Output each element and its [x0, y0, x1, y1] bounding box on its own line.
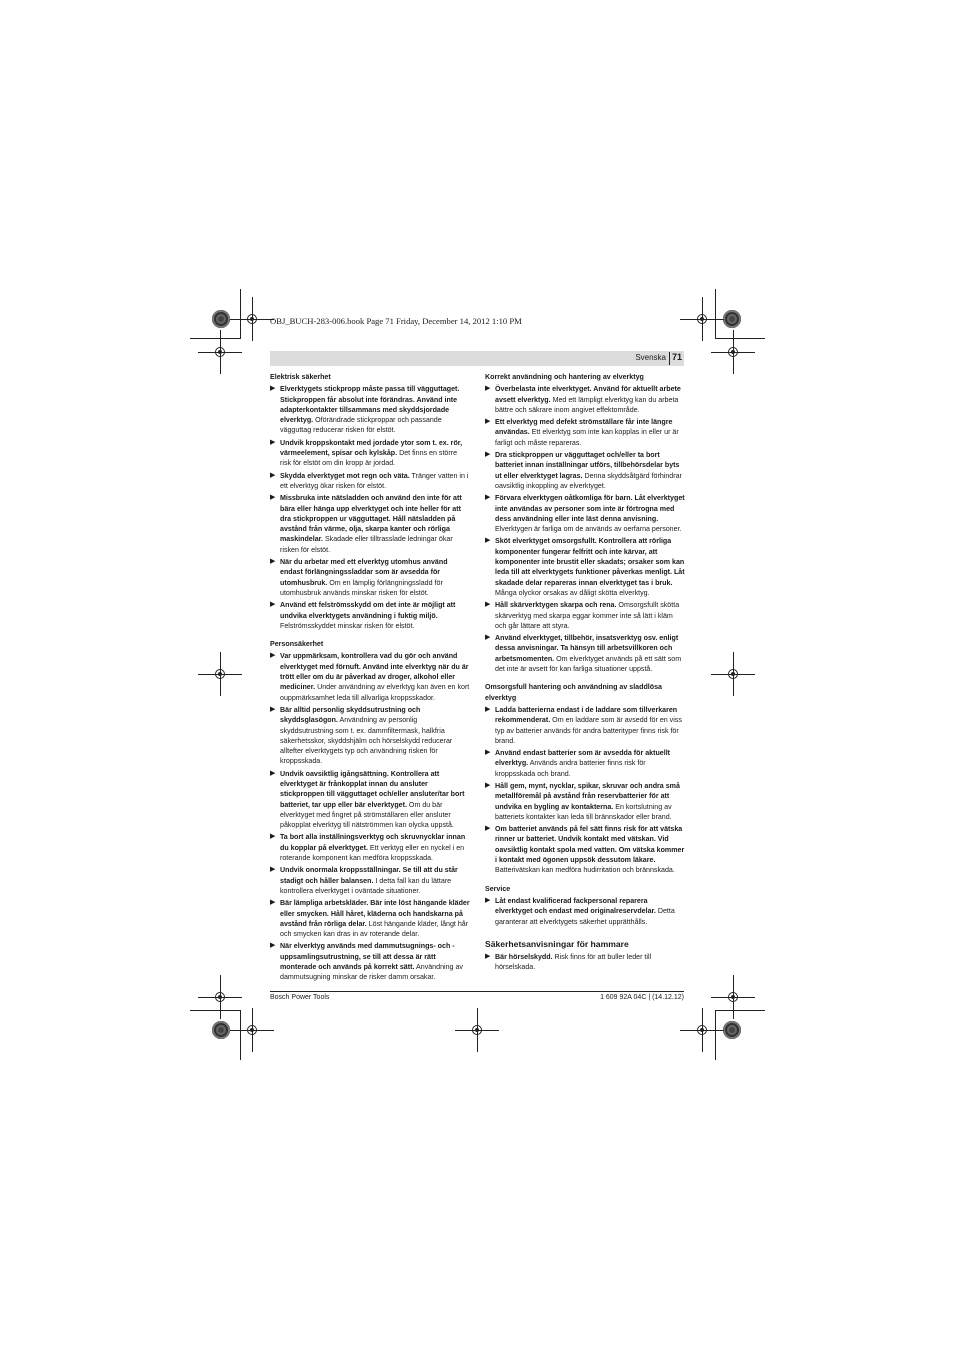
item-text: Ett verktyg eller en nyckel i en roterande komponent kan medföra kroppsskada.	[280, 843, 465, 863]
registration-mark-bottom-left	[212, 1021, 230, 1039]
list-item	[270, 941, 470, 982]
list-item	[485, 450, 685, 491]
item-text: Användning av personlig skyddsutrustning som t. ex. dammfiltermask, halkfria säkerhetsskor, skyddshjälm och hörselskydd reducerar alltefter elverktygets typ och användning risken för kroppsskada.	[280, 716, 453, 766]
bullet-arrow-icon: ▶	[270, 601, 276, 609]
item-emphasis: Undvik kroppskontakt med jordade ytor som t. ex. rör, värmeelement, spisar och kylskåp.	[280, 438, 463, 458]
bullet-arrow-icon: ▶	[270, 558, 276, 566]
bullet-arrow-icon: ▶	[270, 652, 276, 660]
item-emphasis: Bär alltid personlig skyddsutrustning och skyddsglasögon.	[280, 705, 421, 725]
item-emphasis: Håll skärverktygen skarpa och rena.	[495, 601, 617, 610]
item-text: Tränger vatten in i ett elverktyg ökar risken för elstöt.	[280, 471, 469, 490]
item-emphasis: När elverktyg används med dammutsugnings- och -uppsamlingsutrustning, se till att dessa är rätt monterade och används på korrekt sätt.	[280, 942, 455, 972]
item-emphasis: Ett elverktyg med defekt strömställare får inte längre användas.	[495, 418, 673, 437]
bullet-arrow-icon: ▶	[485, 749, 491, 757]
section-heading: Omsorgsfull hantering och användning av sladdlösa elverktyg	[485, 683, 662, 702]
item-text: Används andra batterier finns risk för kroppsskada och brand.	[495, 759, 646, 778]
list-item	[270, 557, 470, 598]
section-heading: Service	[485, 884, 511, 893]
list-item	[485, 633, 685, 674]
right-column	[485, 372, 685, 975]
section-heading: Säkerhetsanvisningar för hammare	[485, 938, 629, 949]
item-text: Under användning av elverktyg kan även en kort ouppmärksamhet leda till allvarliga kroppsskador.	[280, 683, 470, 702]
item-text: Ett elverktyg som inte kan kopplas in eller ur är farligt och måste repareras.	[495, 428, 679, 447]
bullet-arrow-icon: ▶	[485, 705, 491, 713]
registration-mark-bottom-right	[723, 1021, 741, 1039]
registration-mark-top-left	[212, 310, 230, 328]
item-emphasis: Låt endast kvalificerad fackpersonal reparera elverktyget och endast med originalreservdelar.	[495, 896, 656, 916]
item-emphasis: Undvik oavsiktlig igångsättning. Kontrollera att elverktyget är frånkopplat innan du ansluter stickproppen till vägguttaget och/eller ansluter/tar bort batteriet, tar upp eller bär elverktyget.	[280, 769, 465, 809]
list-item	[270, 865, 470, 896]
item-text: Detta garanterar att elverktygets säkerhet upprätthålls.	[495, 907, 675, 926]
bullet-arrow-icon: ▶	[270, 471, 276, 479]
item-emphasis: Överbelasta inte elverktyget. Använd för aktuellt arbete avsett elverktyg.	[495, 385, 681, 404]
section-heading: Elektrisk säkerhet	[270, 373, 331, 381]
section-heading: Korrekt användning och hantering av elverktyg	[485, 373, 644, 381]
list-item	[485, 493, 685, 534]
item-text: Om en lämplig förlängningssladd för utomhusbruk används minskar risken för elstöt.	[280, 578, 443, 597]
footer-rule	[270, 991, 684, 992]
item-emphasis: Dra stickproppen ur vägguttaget och/eller ta bort batteriet innan inställningar utförs, tillbehörsdelar byts ut eller elverktyget lagras.	[495, 451, 680, 480]
list-item	[270, 769, 470, 831]
bullet-arrow-icon: ▶	[485, 451, 491, 459]
bullet-arrow-icon: ▶	[485, 953, 491, 961]
item-emphasis: Bär lämpliga arbetskläder. Bär inte löst hängande kläder eller smycken. Håll håret, kläderna och handskarna på avstånd från rörliga delar.	[280, 899, 470, 928]
item-emphasis: Ta bort alla inställningsverktyg och skruvnycklar innan du kopplar på elverktyget.	[280, 833, 466, 852]
bullet-arrow-icon: ▶	[485, 634, 491, 642]
trim-line	[240, 1010, 241, 1060]
item-emphasis: När du arbetar med ett elverktyg utomhus använd endast förlängningssladdar som är avsedda för utomhusbruk.	[280, 558, 448, 587]
trim-line	[190, 338, 240, 339]
bullet-arrow-icon: ▶	[270, 705, 276, 713]
footer-doc-code: 1 609 92A 04C | (14.12.12)	[600, 994, 684, 1001]
item-text: I detta fall kan du lättare kontrollera elverktyget i oväntade situationer.	[280, 876, 452, 895]
item-emphasis: Sköt elverktyget omsorgsfullt. Kontrollera att rörliga komponenter fungerar felfritt och inte kärvar, att komponenter inte brustit eller skadats; orsaker som kan leda till att elverktygets funktioner påverkas menligt. Låt skadade delar repareras innan elverktyget tas i bruk.	[495, 537, 685, 587]
item-emphasis: Undvik onormala kroppsställningar. Se till att du står stadigt och håller balansen.	[280, 866, 458, 885]
bullet-arrow-icon: ▶	[270, 494, 276, 502]
list-item	[270, 438, 470, 469]
item-text: Löst hängande kläder, långt hår och smycken kan dras in av roterande delar.	[280, 919, 469, 939]
footer-brand: Bosch Power Tools	[270, 994, 330, 1001]
list-item	[270, 384, 470, 435]
item-text: Om du bär elverktyget med fingret på strömställaren eller ansluter påkopplat elverktyg till nätströmmen kan olycka uppstå.	[280, 800, 454, 830]
list-item	[270, 832, 470, 863]
item-text: Användning av dammutsugning minskar de risker damm orsakar.	[280, 963, 463, 982]
trim-line	[715, 1010, 716, 1060]
list-item	[485, 536, 685, 598]
item-text: Felströmsskyddet minskar risken för elstöt.	[280, 621, 415, 630]
item-text: Risk finns för att buller leder till hörselskada.	[495, 953, 652, 972]
bullet-arrow-icon: ▶	[270, 438, 276, 446]
print-slug: OBJ_BUCH-283-006.book Page 71 Friday, December 14, 2012 1:10 PM	[270, 316, 522, 326]
item-emphasis: Ladda batterierna endast i de laddare som tillverkaren rekommenderat.	[495, 705, 678, 725]
item-text: Skadade eller tilltrasslade ledningar ökar risken för elstöt.	[280, 535, 453, 554]
bullet-arrow-icon: ▶	[485, 418, 491, 426]
trim-line	[240, 289, 241, 339]
item-emphasis: Håll gem, mynt, nycklar, spikar, skruvar och andra små metallföremål på avstånd från reservbatterier för att undvika en bygling av kontakterna.	[495, 781, 680, 811]
item-text: En kortslutning av batteriets kontakter kan leda till brännskador eller brand.	[495, 802, 672, 821]
section-heading: Personsäkerhet	[270, 640, 324, 649]
bullet-arrow-icon: ▶	[270, 385, 276, 393]
bullet-arrow-icon: ▶	[270, 833, 276, 841]
trim-line	[715, 338, 765, 339]
item-emphasis: Om batteriet används på fel sätt finns risk för att vätska rinner ur batteriet. Undvik kontakt med vätskan. Vid oavsiktlig kontakt spola med vatten. Om vätska kommer i kontakt med ögonen uppsök dessutom läkare.	[495, 825, 685, 865]
bullet-arrow-icon: ▶	[485, 896, 491, 904]
bullet-arrow-icon: ▶	[485, 385, 491, 393]
bullet-arrow-icon: ▶	[485, 601, 491, 609]
page-number: 71	[671, 352, 682, 362]
item-text: Många olyckor orsakas av dåligt skötta elverktyg.	[495, 588, 650, 597]
trim-line	[715, 289, 716, 339]
item-text: Denna skyddsåtgärd förhindrar oavsiktlig inkoppling av elverktyget.	[495, 471, 682, 490]
item-text: Om en laddare som är avsedd för en viss typ av batterier används för andra batterityper finns risk för brand.	[495, 716, 682, 745]
section-gap	[485, 929, 685, 935]
list-item	[485, 748, 685, 779]
item-emphasis: Missbruka inte nätsladden och använd den inte för att bära eller hänga upp elverktyget och inte heller för att dra stickproppen ur vägguttaget. Håll nätsladden på avstånd från värme, olja, skarpa kanter och rörliga maskindelar.	[280, 494, 462, 544]
registration-mark-top-right	[723, 310, 741, 328]
list-item	[270, 471, 470, 492]
item-text: Oförändrade stickproppar och passande vägguttag reducerar risken för elstöt.	[280, 416, 442, 435]
item-text: Om elverktyget används på ett sätt som det inte är avsett för kan farliga situationer uppstå.	[495, 654, 682, 674]
item-emphasis: Bär hörselskydd.	[495, 953, 553, 962]
item-text: Omsorgsfullt skötta skärverktyg med skarpa eggar kommer inte så lätt i kläm och går lättare att styra.	[495, 601, 680, 630]
item-text: Batterivätskan kan medföra hudirritation och brännskada.	[495, 866, 675, 875]
list-item	[485, 384, 685, 415]
item-emphasis: Använd elverktyget, tillbehör, insatsverktyg osv. enligt dessa anvisningar. Ta hänsyn till arbetsvillkoren och arbetsmomenten.	[495, 634, 679, 663]
list-item	[485, 824, 685, 875]
bullet-arrow-icon: ▶	[270, 866, 276, 874]
list-item	[485, 417, 685, 448]
item-text: Det finns en större risk för elstöt om din kropp är jordad.	[280, 449, 458, 468]
trim-line	[190, 1010, 240, 1011]
item-text: Elverktygen är farliga om de används av oerfarna personer.	[495, 525, 682, 534]
item-text: Med ett lämpligt elverktyg kan du arbeta bättre och säkrare inom angivet effektområde.	[495, 395, 679, 414]
list-item	[485, 600, 685, 631]
list-item	[270, 898, 470, 939]
list-item	[485, 781, 685, 822]
bullet-arrow-icon: ▶	[485, 781, 491, 789]
list-item	[270, 493, 470, 555]
left-column	[270, 372, 470, 985]
trim-line	[715, 1010, 765, 1011]
bullet-arrow-icon: ▶	[485, 537, 491, 545]
bullet-arrow-icon: ▶	[270, 769, 276, 777]
page-header	[270, 351, 684, 366]
list-item	[270, 651, 470, 702]
header-separator	[669, 352, 670, 365]
list-item	[270, 705, 470, 767]
bullet-arrow-icon: ▶	[485, 825, 491, 833]
header-language: Svenska	[635, 353, 666, 362]
item-emphasis: Använd ett felströmsskydd om det inte är möjligt att undvika elverktygets användning i fuktig miljö.	[280, 601, 456, 620]
list-item	[270, 600, 470, 631]
bullet-arrow-icon: ▶	[270, 899, 276, 907]
list-item	[485, 705, 685, 746]
bullet-arrow-icon: ▶	[270, 942, 276, 950]
item-emphasis: Var uppmärksam, kontrollera vad du gör och använd elverktyget med förnuft. Använd inte elverktyg när du är trött eller om du är påverkad av droger, alkohol eller mediciner.	[280, 652, 469, 692]
list-item	[485, 952, 685, 973]
item-emphasis: Använd endast batterier som är avsedda för aktuellt elverktyg.	[495, 749, 671, 768]
item-emphasis: Förvara elverktygen oåtkomliga för barn. Låt elverktyget inte användas av personer som inte är förtrogna med dess användning eller inte läst denna anvisning.	[495, 494, 685, 523]
bullet-arrow-icon: ▶	[485, 494, 491, 502]
list-item	[485, 896, 685, 927]
item-emphasis: Skydda elverktyget mot regn och väta.	[280, 471, 410, 480]
item-emphasis: Elverktygets stickpropp måste passa till vägguttaget. Stickproppen får absolut inte förändras. Använd inte adapterkontakter tillsammans med skyddsjordade elverktyg.	[280, 385, 460, 425]
